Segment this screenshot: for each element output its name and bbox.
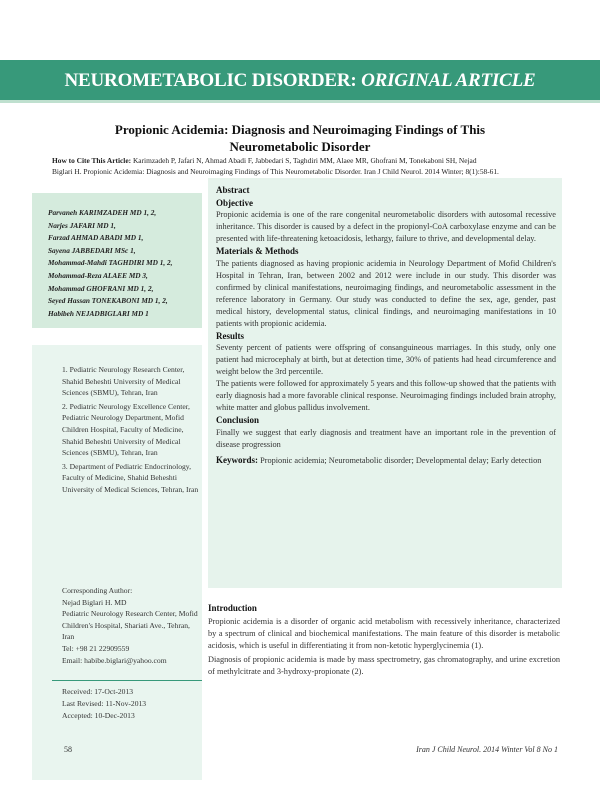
conclusion-heading: Conclusion — [216, 415, 260, 425]
dates-divider — [52, 680, 202, 681]
methods-heading: Materials & Methods — [216, 246, 299, 256]
author: Farzad AHMAD ABADI MD 1, — [48, 233, 144, 243]
author: Habibeh NEJADBIGLARI MD 1 — [48, 308, 149, 318]
citation-line-1 — [52, 155, 562, 166]
author: Seyed Hassan TONEKABONI MD 1, 2, — [48, 296, 168, 306]
introduction — [208, 602, 560, 680]
introduction-paragraph-2: Diagnosis of propionic acidemia is made by mass spectrometry, gas chromatography, and urine excretion of methylcitrate and 3-hydroxy-propionate (2). — [208, 654, 560, 676]
citation — [52, 155, 562, 177]
citation-label: How to Cite This Article: — [52, 156, 132, 165]
article-title-line-1: Propionic Acidemia: Diagnosis and Neuroimaging Findings of This — [114, 122, 486, 137]
page-number: 58 — [64, 745, 72, 754]
date-accepted: Accepted: 10-Dec-2013 — [62, 711, 135, 720]
conclusion-text: Finally we suggest that early diagnosis and treatment have an important role in the prevention of disease progression — [216, 427, 556, 449]
abstract — [216, 184, 556, 467]
objective-heading: Objective — [216, 197, 253, 208]
banner-divider — [0, 100, 600, 103]
keywords — [216, 454, 556, 467]
author-list — [48, 207, 208, 320]
author: Sayena JABBEDARI MSc 1, — [48, 245, 136, 255]
author: Narjes JAFARI MD 1, — [48, 220, 116, 230]
introduction-heading: Introduction — [208, 603, 257, 613]
results-text-1: Seventy percent of patients were offspring of consanguineous marriages. In this study, only one patient had microcephaly at birth, but at detection time, 30% of patients had head circumference and weight below the 3rd percentile. — [216, 343, 556, 376]
corresponding-email[interactable]: Email: habibe.biglari@yahoo.com — [62, 655, 167, 665]
banner-title — [0, 70, 600, 92]
corresponding-author — [62, 585, 202, 666]
section-banner — [0, 60, 600, 100]
author: Mohammad GHOFRANI MD 1, 2, — [48, 283, 154, 293]
affiliation: 1. Pediatric Neurology Research Center, Shahid Beheshti University of Medical Sciences (SBMU), Tehran, Iran — [62, 365, 185, 398]
affiliation: 3. Department of Pediatric Endocrinology, Faculty of Medicine, Shahid Beheshti University of Medical Sciences, Tehran, Iran — [62, 461, 199, 494]
methods-text: The patients diagnosed as having propionic acidemia in Neurology Department of Mofid Children's Hospital in Tehran, Iran, between 2002 and 2012 were include in our study. This disorder was confirmed by clinical manifestations, neuroimaging findings, and neurometabolic assessment in the reference laboratory in Germany. Our study was conducted to define the sex, age, gender, past medical history, developmental status, clinical findings, and neuroimaging manifestations in 10 patients with propionic acidemia. — [216, 258, 556, 328]
date-received: Received: 17-Oct-2013 — [62, 687, 134, 696]
banner-title-plain: NEUROMETABOLIC DISORDER: — [64, 70, 362, 91]
author: Mohammad-Mahdi TAGHDIRI MD 1, 2, — [48, 258, 173, 268]
journal-footer: Iran J Child Neurol. 2014 Winter Vol 8 No 1 — [416, 745, 558, 754]
corresponding-phone: Tel: +98 21 22909559 — [62, 643, 130, 653]
corresponding-heading: Corresponding Author: — [62, 586, 133, 595]
citation-text-1: Karimzadeh P, Jafari N, Ahmad Abadi F, Jabbedari S, Taghdiri MM, Alaee MR, Ghofrani M, Tonekaboni SH, Nejad — [132, 156, 477, 165]
affiliation: 2. Pediatric Neurology Excellence Center, Pediatric Neurology Department, Mofid Children Hospital, Faculty of Medicine, Shahid Beheshti University of Medical Sciences (SBMU), Tehran, Iran — [62, 401, 190, 458]
objective-text: Propionic acidemia is one of the rare congenital neurometabolic disorders with autosomal recessive inheritance. This disorder is caused by a defect in the propionyl-CoA carboxylase enzyme and can be presented with life-threatening ketoacidosis, lethargy, failure to thrive, and developmental delay. — [216, 210, 556, 243]
abstract-heading: Abstract — [216, 185, 250, 195]
results-text-2: The patients were followed for approximately 5 years and this follow-up showed that the patients with early diagnosis had a more favorable clinical response. Neuroimaging findings included brain atrophy, white matter and globus pallidus involvement. — [216, 379, 556, 412]
keywords-text: Propionic acidemia; Neurometabolic disorder; Developmental delay; Early detection — [260, 455, 542, 465]
author: Parvaneh KARIMZADEH MD 1, 2, — [48, 208, 157, 217]
author: Mohammad-Reza ALAEE MD 3, — [48, 270, 148, 280]
citation-line-2: Biglari H. Propionic Acidemia: Diagnosis and Neuroimaging Findings of This Neurometabolic Disorder. Iran J Child Neurol. 2014 Winter; 8(1):58-61. — [52, 167, 499, 176]
article-dates — [62, 686, 202, 722]
results-heading: Results — [216, 330, 245, 341]
article-title — [30, 121, 570, 155]
affiliation-list — [62, 364, 202, 498]
corresponding-name: Nejad Biglari H. MD — [62, 597, 127, 607]
corresponding-address: Pediatric Neurology Research Center, Mofid Children's Hospital, Shariati Ave., Tehran, Iran — [62, 609, 198, 642]
date-revised: Last Revised: 11-Nov-2013 — [62, 699, 147, 708]
article-title-line-2: Neurometabolic Disorder — [229, 139, 371, 154]
banner-title-italic: ORIGINAL ARTICLE — [361, 70, 536, 91]
keywords-label: Keywords: — [216, 454, 258, 465]
introduction-paragraph-1: Propionic acidemia is a disorder of organic acid metabolism with recessively inheritance, characterized by a spectrum of clinical and biochemical manifestations. The main feature of this disorder is metabolic acidosis, which is useful in differentiating it from non-ketotic hyperglycinemia (1). — [208, 616, 560, 650]
